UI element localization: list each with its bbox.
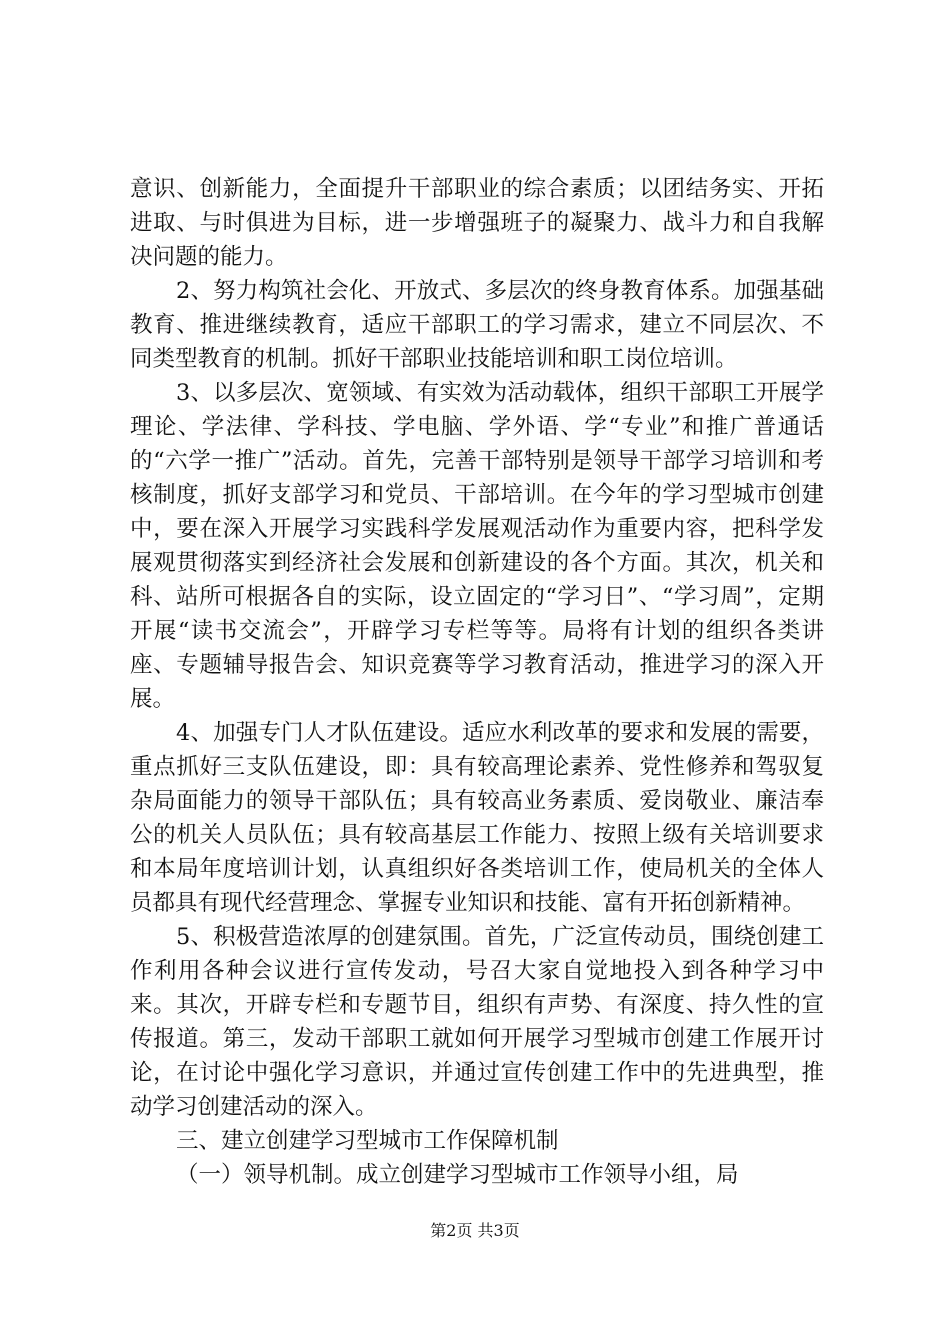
section-heading: 三、建立创建学习型城市工作保障机制 [176,1128,559,1154]
paragraph-item-4: 4、加强专门人才队伍建设。适应水利改革的要求和发展的需要，重点抓好三支队伍建设，即：具有较高理论素养、党性修养和驾驭复杂局面能力的领导干部队伍；具有较高业务素质、爱岗敬业、廉洁奉公的机关人员队伍；具有较高基层工作能力、按照上级有关培训要求和本局年度培训计划，认真组织好各类培训工作，使局机关的全体人员都具有现代经营理念、掌握专业知识和技能、富有开拓创新精神。 [130,720,824,916]
paragraph-continuation: 意识、创新能力，全面提升干部职业的综合素质；以团结务实、开拓进取、与时俱进为目标，进一步增强班子的凝聚力、战斗力和自我解决问题的能力。 [130,176,824,270]
paragraph-item-3: 3、以多层次、宽领域、有实效为活动载体，组织干部职工开展学理论、学法律、学科技、学电脑、学外语、学“专业”和推广普通话的“六学一推广”活动。首先，完善干部特别是领导干部学习培训和考核制度，抓好支部学习和党员、干部培训。在今年的学习型城市创建中，要在深入开展学习实践科学发展观活动作为重要内容，把科学发展观贯彻落实到经济社会发展和创新建设的各个方面。其次，机关和科、站所可根据各自的实际，设立固定的“学习日”、“学习周”，定期开展“读书交流会”，开辟学习专栏等等。局将有计划的组织各类讲座、专题辅导报告会、知识竞赛等学习教育活动，推进学习的深入开展。 [130,380,824,712]
paragraph-leadership-mechanism: （一）领导机制。成立创建学习型城市工作领导小组，局 [176,1162,739,1188]
page-footer: 第2页 共3页 [430,1221,520,1240]
paragraph-item-5: 5、积极营造浓厚的创建氛围。首先，广泛宣传动员，围绕创建工作利用各种会议进行宣传发动，号召大家自觉地投入到各种学习中来。其次，开辟专栏和专题节目，组织有声势、有深度、持久性的宣传报道。第三，发动干部职工就如何开展学习型城市创建工作展开讨论，在讨论中强化学习意识，并通过宣传创建工作中的先进典型，推动学习创建活动的深入。 [130,924,824,1120]
document-body [130,172,824,1192]
paragraph-item-2: 2、努力构筑社会化、开放式、多层次的终身教育体系。加强基础教育、推进继续教育，适应干部职工的学习需求，建立不同层次、不同类型教育的机制。抓好干部职业技能培训和职工岗位培训。 [130,278,824,372]
